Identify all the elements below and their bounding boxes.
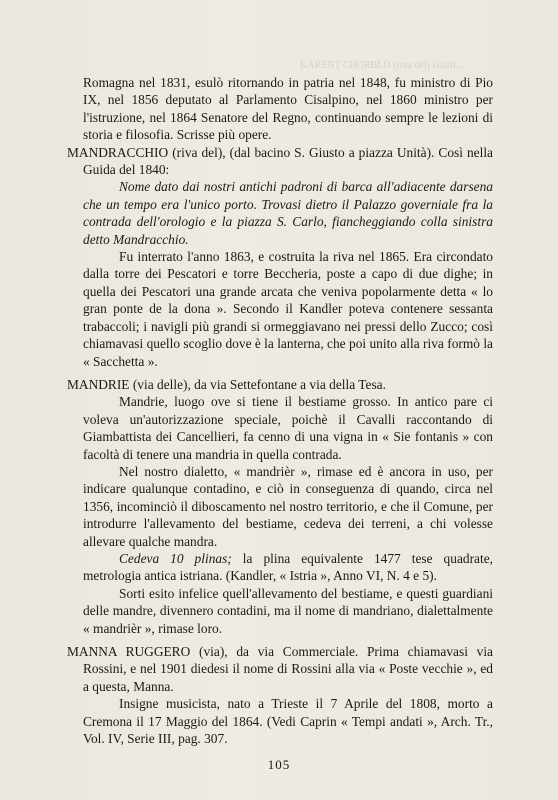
entry-manna-ruggero <box>67 643 493 747</box>
bleed-through-text: KARENT CHORBLO (riva del) Giard... <box>300 60 463 71</box>
paragraph: Nel nostro dialetto, « mandrièr », rimase ed è ancora in uso, per indicare qualunque contadino, e ciò in conseguenza di quando, circa nel 1356, incominciò il diboscamento nel nostro territorio, e che il Comune, per introdurre l'allevamento del bestiame, cedeva dei terreni, a chi volesse allevare qualche mandra. <box>83 463 493 549</box>
entry-mandrie <box>67 376 493 637</box>
page-number: 105 <box>267 757 291 772</box>
entry-heading: MANDRACCHIO (riva del), (dal bacino S. Giusto a piazza Unità). Così nella Guida del 1840: <box>67 144 493 178</box>
text-column <box>67 74 493 747</box>
entry-mandracchio <box>67 144 493 370</box>
continuation-paragraph: Romagna nel 1831, esulò ritornando in patria nel 1848, fu ministro di Pio IX, nel 1856 deputato al Parlamento Cisalpino, nel 1860 ministro per l'istruzione, nel 1864 Senatore del Regno, continuando sempre le lezioni di storia e filosofia. Scrisse più opere. <box>83 75 493 143</box>
paragraph: Insigne musicista, nato a Trieste il 7 Aprile del 1808, morto a Cremona il 17 Maggio del 1864. (Vedi Caprin « Tempi andati », Arch. Tr., Vol. IV, Serie III, pag. 307. <box>83 696 493 747</box>
paragraph: Mandrie, luogo ove si tiene il bestiame grosso. In antico pare ci voleva un'autorizzazione speciale, poichè il Cavalli raccontando di Giambattista dei Cancellieri, fa cenno di una vigna in « Sie fontanis » con facoltà di tenere una mandria in quella contrada. <box>83 394 493 462</box>
entry-heading: MANDRIE (via delle), da via Settefontane a via della Tesa. <box>67 376 386 392</box>
paragraph: Sorti esito infelice quell'allevamento del bestiame, e questi guardiani delle mandre, divennero contadini, ma il nome di mandriano, dialettalmente « mandrièr », rimase loro. <box>83 585 493 636</box>
paragraph: Fu interrato l'anno 1863, e costruita la riva nel 1865. Era circondato dalla torre dei Pescatori e torre Beccheria, poste a capo di due dighe; in quella dei Pescatori una grande arcata che veniva popolarmente detta « lo gran ponte de la dona ». Secondo il Kandler poteva contenere sessanta trabaccoli; i navigli più grandi si ormeggiavano nei pressi dello Zucco; così chiamavasi quello scoglio dove è la lanterna, che poi unito alla riva formò la « Sacchetta ». <box>83 249 493 369</box>
paragraph-text: la plina equivalente 1477 tese quadrate, metrologia antica istriana. (Kandler, « Istria », Anno VI, N. 4 e 5). <box>83 550 493 584</box>
entry-heading: MANNA RUGGERO (via), da via Commerciale. Prima chiamavasi via Rossini, e nel 1901 diedesi il nome di Rossini alla via « Poste vecchie », ed a questa, Manna. <box>67 644 493 694</box>
quoted-passage: Nome dato dai nostri antichi padroni di barca all'adiacente darsena che un tempo era l'unico porto. Trovasi dietro il Palazzo governiale fra la contrada dell'orologio e la piazza S. Carlo, fiancheggiando colla sinistra detto Mandracchio. <box>83 179 493 247</box>
paragraph <box>67 550 493 585</box>
italic-phrase: Cedeva 10 plinas; <box>119 550 232 566</box>
